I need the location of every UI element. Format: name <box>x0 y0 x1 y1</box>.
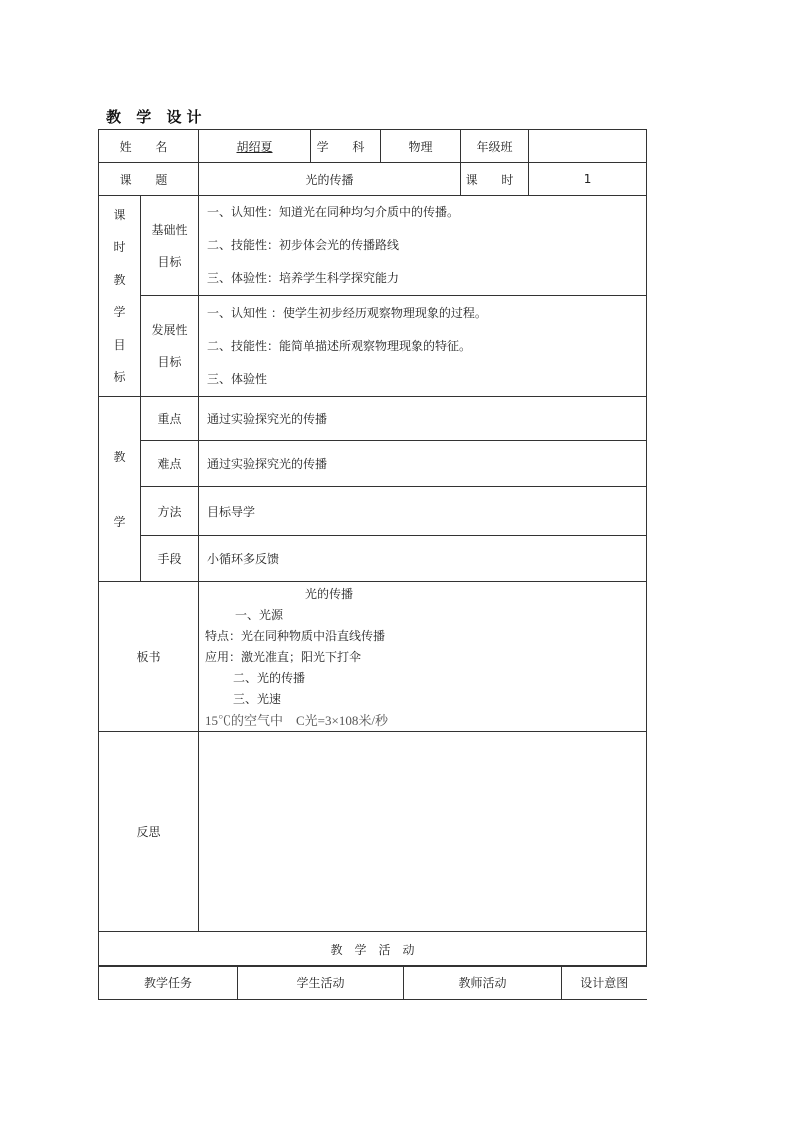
name-value-cell <box>199 130 311 163</box>
document-title: 教 学 设计 <box>106 108 207 126</box>
basic-objective-row <box>99 196 647 296</box>
method-row <box>99 487 647 536</box>
blackboard-line: 二、光的传播 <box>233 671 306 685</box>
lesson-plan-table <box>98 129 647 967</box>
activity-title: 教 学 活 动 <box>99 932 647 967</box>
activity-table <box>98 965 647 1000</box>
difficulty-label: 难点 <box>141 441 199 487</box>
basic-objective-item: 三、体验性：培养学生科学探究能力 <box>207 271 400 285</box>
activity-column-header: 教学任务 <box>99 966 238 1000</box>
activity-title-row <box>99 932 647 967</box>
activity-header-row <box>99 966 647 1000</box>
development-objective-item: 三、体验性 <box>207 371 268 386</box>
grade-value <box>529 130 647 163</box>
key-point-row <box>99 397 647 441</box>
basic-objective-content <box>199 196 647 296</box>
development-objective-content <box>199 296 647 397</box>
name-label: 姓 名 <box>99 130 199 163</box>
development-objective-row <box>99 296 647 397</box>
blackboard-content <box>199 582 647 732</box>
teacher-name: 胡绍夏 <box>236 139 273 154</box>
activity-column-header: 学生活动 <box>238 966 404 1000</box>
header-row-1 <box>99 130 647 163</box>
method-label: 方法 <box>141 487 199 536</box>
development-objective-item: 二、技能性：能简单描述所观察物理现象的特征。 <box>207 338 472 353</box>
blackboard-line: 三、光速 <box>233 692 282 706</box>
topic-value: 光的传播 <box>199 163 461 196</box>
blackboard-line: 应用：激光准直；阳光下打伞 <box>205 650 362 664</box>
means-value: 小循环多反馈 <box>199 536 647 582</box>
blackboard-line: 15℃的空气中 C光=3×108米/秒 <box>205 713 388 728</box>
means-label: 手段 <box>141 536 199 582</box>
basic-objective-item: 二、技能性：初步体会光的传播路线 <box>207 238 400 252</box>
difficulty-value: 通过实验探究光的传播 <box>199 441 647 487</box>
difficulty-row <box>99 441 647 487</box>
key-point-label: 重点 <box>141 397 199 441</box>
activity-column-header: 教师活动 <box>404 966 562 1000</box>
grade-label: 年级班 <box>461 130 529 163</box>
period-value: 1 <box>529 163 647 196</box>
reflection-row <box>99 732 647 932</box>
reflection-content <box>199 732 647 932</box>
subject-label: 学 科 <box>311 130 381 163</box>
blackboard-title: 光的传播 <box>305 587 354 601</box>
development-objective-item: 一、认知性 ：使学生初步经历观察物理现象的过程。 <box>207 305 487 320</box>
topic-label: 课 题 <box>99 163 199 196</box>
blackboard-label: 板书 <box>99 582 199 732</box>
key-point-value: 通过实验探究光的传播 <box>199 397 647 441</box>
blackboard-line: 一、光源 <box>235 608 284 622</box>
header-row-2 <box>99 163 647 196</box>
teaching-section-label: 教 学 <box>99 397 141 582</box>
blackboard-row <box>99 582 647 732</box>
basic-objective-label: 基础性 目标 <box>141 196 199 296</box>
blackboard-line: 特点：光在同种物质中沿直线传播 <box>205 629 386 643</box>
reflection-label: 反思 <box>99 732 199 932</box>
development-objective-label: 发展性 目标 <box>141 296 199 397</box>
basic-objective-item: 一、认知性：知道光在同种均匀介质中的传播。 <box>207 205 460 219</box>
subject-value: 物理 <box>381 130 461 163</box>
means-row <box>99 536 647 582</box>
activity-column-header: 设计意图 <box>562 966 647 1000</box>
method-value: 目标导学 <box>199 487 647 536</box>
period-label: 课 时 <box>461 163 529 196</box>
objectives-section-label: 课 时 教 学 目 标 <box>99 196 141 397</box>
